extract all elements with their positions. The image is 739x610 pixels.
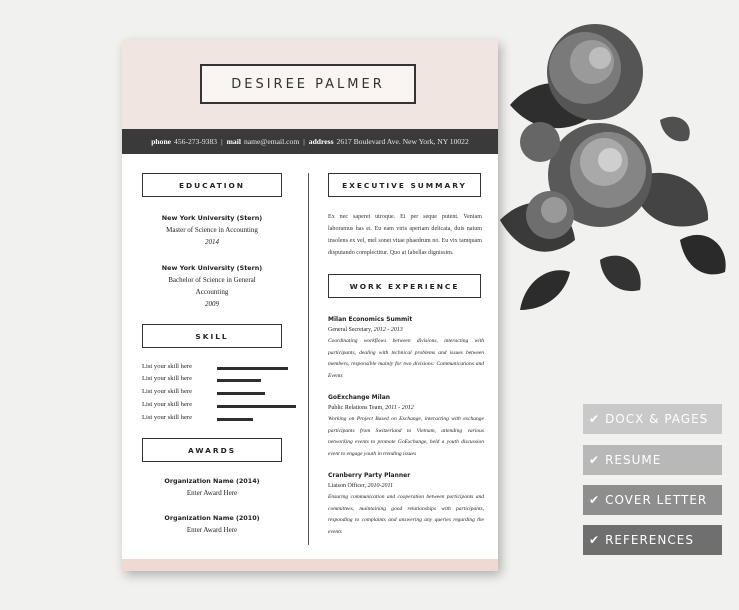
checkmark-icon: ✔: [589, 453, 601, 467]
job-dates: 2011 - 2012: [385, 405, 414, 411]
executive-summary-heading: EXECUTIVE SUMMARY: [328, 173, 481, 197]
company-name: GoExchange Milan: [328, 394, 391, 401]
skill-row: [142, 388, 302, 398]
job-role: [328, 481, 484, 492]
name-box: [200, 64, 416, 104]
column-divider: [308, 173, 309, 545]
job-title: General Secretary,: [328, 327, 373, 333]
badge-cover-letter: [583, 485, 722, 515]
work-experience-heading: WORK EXPERIENCE: [328, 274, 481, 298]
award-entry: [142, 512, 282, 536]
job-entry: [328, 392, 484, 460]
resume-page: [122, 40, 498, 571]
job-entry: [328, 470, 484, 538]
address-label: address: [308, 137, 334, 146]
skill-row: [142, 401, 302, 411]
award-organization: Organization Name (2014): [164, 477, 260, 485]
education-entry: [142, 212, 282, 248]
degree: Master of Science in Accounting: [166, 226, 258, 234]
job-dates: 2012 - 2013: [373, 327, 403, 333]
badge-references: [583, 525, 722, 555]
candidate-name: DESIREE PALMER: [231, 76, 385, 92]
skill-heading: SKILL: [142, 324, 282, 348]
skill-label: List your skill here: [142, 388, 192, 395]
skill-row: [142, 414, 302, 424]
award-organization: Organization Name (2010): [164, 514, 260, 522]
job-title: Liaison Officer,: [328, 483, 366, 489]
skill-level-bar: [217, 418, 253, 421]
address-value: 2617 Boulevard Ave. New York, NY 10022: [336, 137, 469, 146]
skill-level-bar: [217, 367, 288, 370]
executive-summary-text: Ex nec saperet utroque. Ei per seque putent. Veniam laboramus has ei. Eu eam viris aperiam delicata, duis natum insolens ex vel, mel sonet vitae phaedrum no. Eu vix tamquam disputando complectitur. Quo at fabellas dignissim.: [328, 214, 482, 256]
company-name: Cranberry Party Planner: [328, 472, 411, 479]
job-entry: [328, 314, 484, 382]
education-heading: EDUCATION: [142, 173, 282, 197]
skill-label: List your skill here: [142, 401, 192, 408]
badge-label: REFERENCES: [605, 533, 694, 547]
company-name: Milan Economics Summit: [328, 316, 413, 323]
award-name: Enter Award Here: [186, 489, 238, 497]
education-entry: [142, 262, 282, 310]
skill-label: List your skill here: [142, 375, 192, 382]
job-description: Coordinating workflows between divisions, interacting with participants, dealing with technical problems and issues between members, responsible mainly for two divisions: Communications and Events: [328, 338, 484, 379]
peony-flower-image: [480, 10, 739, 310]
awards-heading: AWARDS: [142, 438, 282, 462]
footer-stripe: [122, 559, 498, 571]
degree-continued: Accounting: [195, 288, 229, 296]
job-role: [328, 325, 484, 336]
job-description: Ensuring communication and cooperation between participants and committees, maintaining good relationships with participants, responding to complaints and answering any queries regarding the events: [328, 494, 484, 535]
mail-value: name@email.com: [243, 137, 300, 146]
award-name: Enter Award Here: [186, 526, 238, 534]
skill-row: [142, 363, 302, 373]
skill-row: [142, 375, 302, 385]
mail-label: mail: [226, 137, 241, 146]
badge-label: RESUME: [605, 453, 662, 467]
skill-label: List your skill here: [142, 414, 192, 421]
job-role: [328, 403, 484, 414]
skill-level-bar: [217, 392, 265, 395]
badge-docx-pages: [583, 404, 722, 434]
checkmark-icon: ✔: [589, 412, 601, 426]
checkmark-icon: ✔: [589, 533, 601, 547]
phone-label: phone: [151, 137, 172, 146]
phone-value: 456-273-9383: [174, 137, 218, 146]
job-dates: 2010-2011: [367, 483, 394, 489]
contact-bar: [122, 129, 498, 154]
award-entry: [142, 475, 282, 499]
skill-level-bar: [217, 405, 296, 408]
job-description: Working on Project Based on Exchange, interacting with exchange participants from Switzerland to Vietnam, attending various networking events to promote GoExchange, held a youth discussion event to engage youth in trending issues: [328, 416, 484, 457]
school-name: New York University (Stern): [161, 264, 263, 272]
separator: |: [303, 137, 305, 146]
year: 2014: [205, 238, 219, 246]
skill-label: List your skill here: [142, 363, 192, 370]
job-title: Public Relations Team,: [328, 405, 384, 411]
school-name: New York University (Stern): [161, 214, 263, 222]
checkmark-icon: ✔: [589, 493, 601, 507]
separator: |: [221, 137, 223, 146]
badge-label: DOCX & PAGES: [605, 412, 709, 426]
skill-level-bar: [217, 379, 261, 382]
degree: Bachelor of Science in General: [168, 276, 256, 284]
badge-resume: [583, 445, 722, 475]
year: 2009: [205, 300, 219, 308]
badge-label: COVER LETTER: [605, 493, 708, 507]
